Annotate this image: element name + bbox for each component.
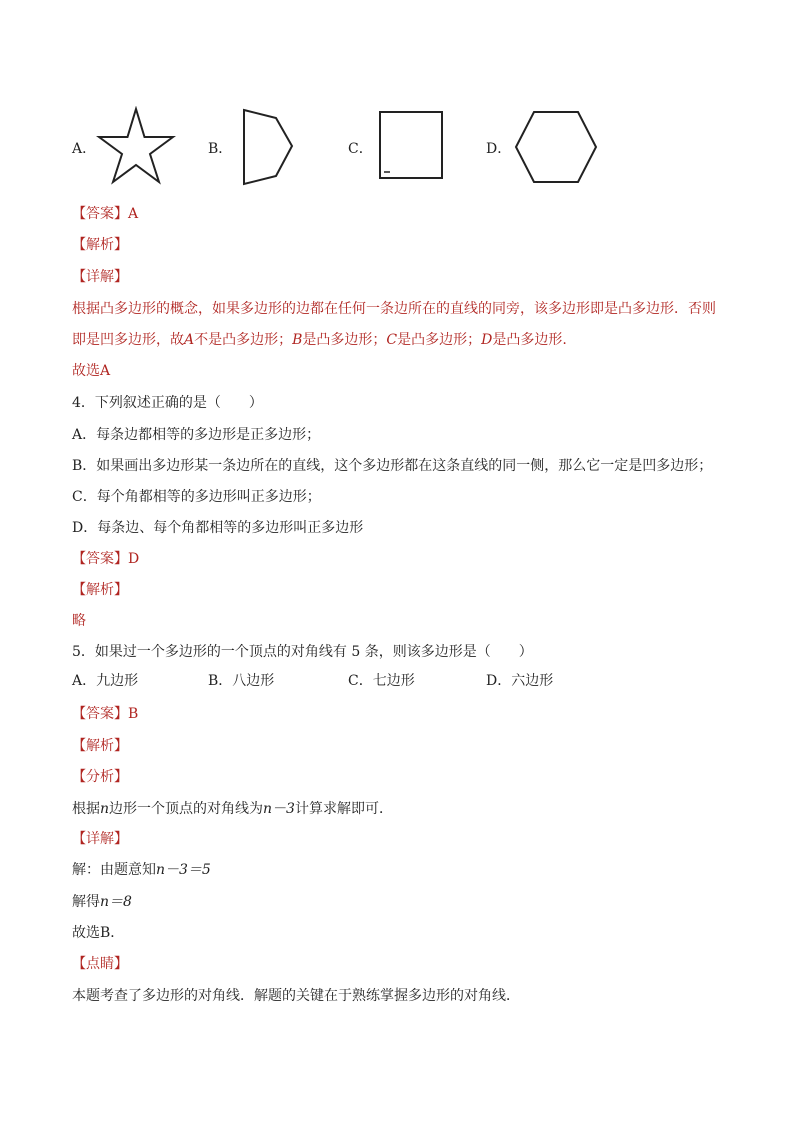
- q4-analysis-tag: 【解析】: [72, 582, 128, 598]
- math-var: n: [100, 801, 110, 817]
- q5-stem: 5．如果过一个多边形的一个顶点的对角线有 5 条，则该多边形是（ ）: [72, 644, 533, 660]
- q5-result: [72, 893, 132, 911]
- option-a-label: A．: [72, 141, 97, 157]
- math-expr: n－3＝5: [156, 862, 211, 878]
- option-c-label: C．: [348, 141, 373, 157]
- q4-option-d: D．每条边、每个角都相等的多边形叫正多边形: [72, 520, 364, 536]
- text-segment: 计算求解即可．: [294, 801, 393, 817]
- text-segment: 根据: [72, 801, 100, 817]
- q4-analysis: 略: [72, 613, 86, 629]
- q5-conclusion: 故选B．: [72, 925, 125, 941]
- q5-fenxi: [72, 800, 393, 818]
- star-icon: [96, 106, 176, 186]
- hexagon-icon: [512, 108, 600, 186]
- math-expr: n＝8: [100, 894, 132, 910]
- q5-answer: [72, 705, 138, 723]
- q3-detail-line-1: 根据凸多边形的概念，如果多边形的边都在任何一条边所在的直线的同旁，该多边形即是凸多边形．否则: [72, 301, 716, 317]
- math-expr: n－3: [263, 801, 295, 817]
- answer-tag: 【答案】: [72, 206, 128, 222]
- answer-tag: 【答案】: [72, 706, 128, 722]
- q4-stem: 4．下列叙述正确的是（ ）: [72, 395, 263, 411]
- q5-comment: 本题考查了多边形的对角线．解题的关键在于熟练掌握多边形的对角线．: [72, 988, 520, 1004]
- answer-value: D: [128, 551, 140, 567]
- text-segment: 是凸多边形；: [302, 332, 387, 348]
- text-segment: 边形一个顶点的对角线为: [109, 801, 264, 817]
- text-segment: 解得: [72, 894, 100, 910]
- math-var: B: [292, 332, 303, 348]
- q3-conclusion: 故选A: [72, 363, 111, 379]
- text-segment: 不是凸多边形；: [194, 332, 293, 348]
- text-segment: 是凸多边形；: [397, 332, 482, 348]
- q5-analysis-tag: 【解析】: [72, 738, 128, 754]
- square-icon: [376, 108, 446, 182]
- q5-comment-tag: 【点睛】: [72, 956, 128, 972]
- text-segment: 即是凹多边形，故: [72, 332, 184, 348]
- answer-value: B: [128, 706, 139, 722]
- q5-solution: [72, 861, 211, 879]
- q4-answer: [72, 550, 139, 568]
- q5-detail-tag: 【详解】: [72, 831, 128, 847]
- q5-choice-c: C．七边形: [348, 673, 415, 689]
- text-segment: 是凸多边形.: [492, 332, 567, 348]
- q5-choice-b: B．八边形: [208, 673, 275, 689]
- option-d-label: D．: [486, 141, 512, 157]
- q3-detail-line-2: [72, 331, 567, 349]
- q4-option-c: C．每个角都相等的多边形叫正多边形；: [72, 489, 321, 505]
- q5-choice-a: A．九边形: [72, 673, 139, 689]
- q5-choice-d: D．六边形: [486, 673, 554, 689]
- q4-option-a: A．每条边都相等的多边形是正多边形；: [72, 427, 321, 443]
- q4-option-b: B．如果画出多边形某一条边所在的直线，这个多边形都在这条直线的同一侧，那么它一定是凹多边形；: [72, 458, 713, 474]
- math-var: C: [386, 332, 398, 348]
- q3-analysis-tag: 【解析】: [72, 237, 128, 253]
- q3-detail-tag: 【详解】: [72, 269, 128, 285]
- text-segment: 解：由题意知: [72, 862, 156, 878]
- math-var: A: [184, 332, 195, 348]
- option-b-label: B．: [208, 141, 233, 157]
- q3-answer: [72, 205, 138, 223]
- answer-tag: 【答案】: [72, 551, 128, 567]
- answer-value: A: [128, 206, 139, 222]
- math-var: D: [481, 332, 493, 348]
- q5-fenxi-tag: 【分析】: [72, 769, 128, 785]
- pentagon-icon: [238, 108, 298, 186]
